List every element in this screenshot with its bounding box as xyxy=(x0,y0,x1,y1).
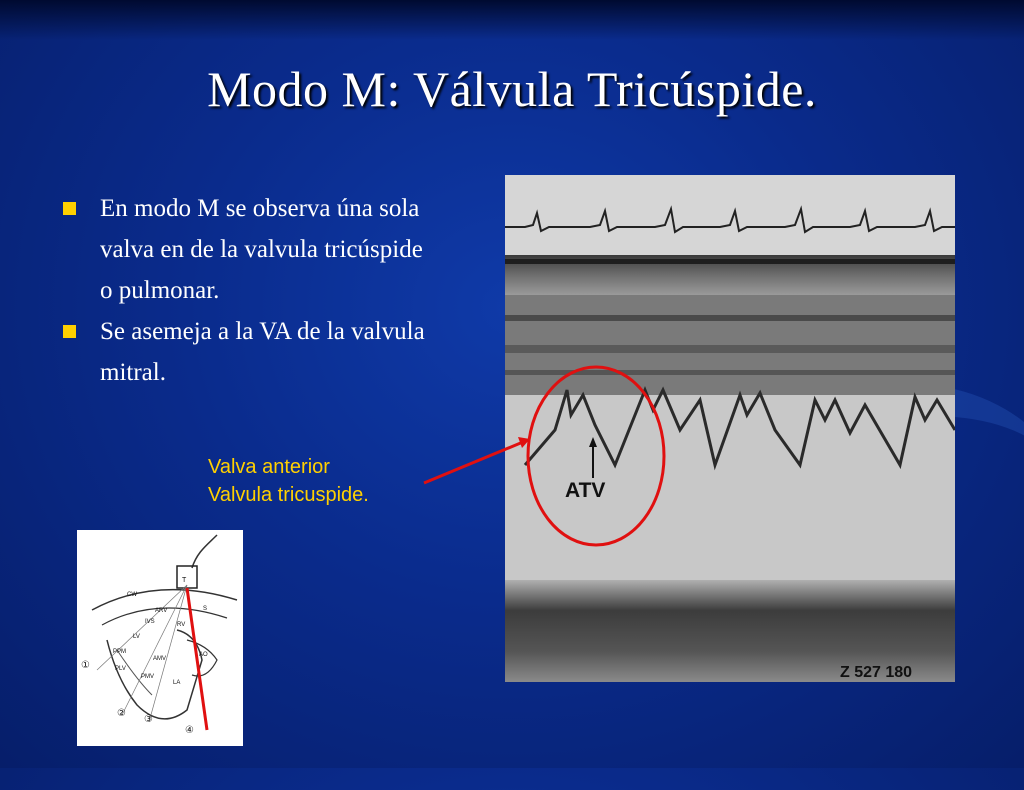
highlight-ellipse xyxy=(528,367,664,545)
diagram-label: IVS xyxy=(145,619,155,625)
caption-line-1: Valva anterior xyxy=(208,456,330,478)
diagram-label: LA xyxy=(173,680,181,686)
diagram-label: ③ xyxy=(144,714,153,725)
diagram-label: ② xyxy=(117,708,126,719)
diagram-label: AO xyxy=(199,652,208,658)
diagram-label: PLV xyxy=(115,666,126,672)
bullet-text: Se asemeja a la VA de la valvula mitral. xyxy=(100,318,425,386)
diagram-label: RV xyxy=(177,622,186,628)
bullet-text: En modo M se observa úna sola valva en de la valvula tricúspide o pulmonar. xyxy=(100,195,423,304)
diagram-label: ARV xyxy=(155,608,168,614)
atv-label: ATV xyxy=(565,479,606,502)
caption-line-2: Valvula tricuspide. xyxy=(208,484,369,506)
diagram-label: AMV xyxy=(153,656,167,662)
diagram-label: PMV xyxy=(141,674,155,680)
diagram-label: ④ xyxy=(185,725,194,736)
diagram-label: CW xyxy=(127,592,137,598)
diagram-label: ① xyxy=(81,660,90,671)
diagram-label: T xyxy=(182,577,187,584)
annotation-arrow xyxy=(424,442,523,483)
diagram-label: LV xyxy=(133,634,140,640)
image-code-label: Z 527 180 xyxy=(840,664,913,681)
diagram-label: PPM xyxy=(113,649,127,655)
diagram-label: S xyxy=(203,606,208,612)
slide-title: Modo M: Válvula Tricúspide. xyxy=(207,61,817,117)
